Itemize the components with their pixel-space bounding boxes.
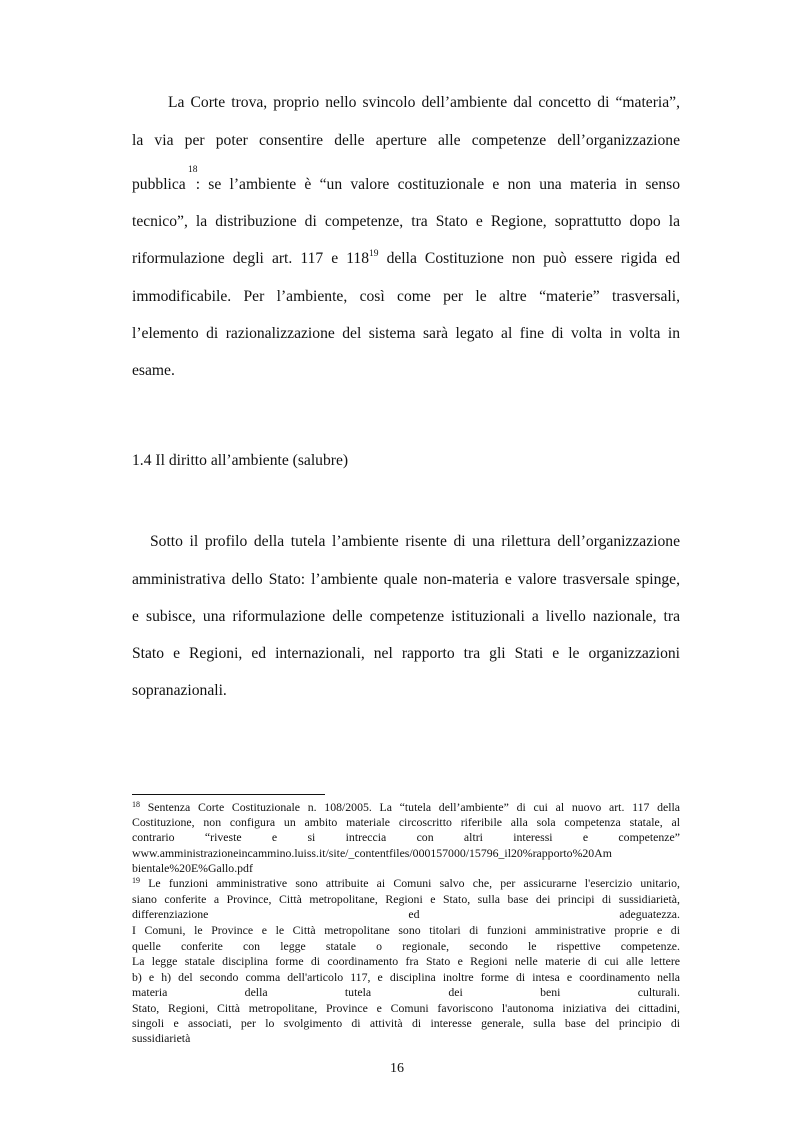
footnote-19-line-3: differenziazione ed adeguatezza.	[132, 907, 680, 921]
paragraph-1-line-7: l’elemento di razionalizzazione del sistema sarà legato al fine di volta in volta in	[132, 325, 680, 342]
paragraph-2-line-2: amministrativa dello Stato: l’ambiente quale non-materia e valore trasversale spinge,	[132, 571, 680, 588]
footnote-18-line-2: Costituzione, non configura un ambito materiale circoscritto riferibile alla sola competenza statale, al	[132, 815, 680, 829]
footnote-19-line-11: sussidiarietà	[132, 1031, 191, 1045]
paragraph-2-line-1: Sotto il profilo della tutela l’ambiente risente di una rilettura dell’organizzazione	[150, 533, 680, 550]
paragraph-1-line-3-end: : se l’ambiente è “un valore costituzionale e non una materia in senso	[195, 176, 680, 193]
paragraph-2-line-4: Stato e Regioni, ed internazionali, nel rapporto tra gli Stati e le organizzazioni	[132, 645, 680, 662]
paragraph-1-line-4: tecnico”, la distribuzione di competenze, tra Stato e Regione, soprattutto dopo la	[132, 213, 680, 230]
paragraph-1-line-3-start: pubblica	[132, 176, 186, 193]
paragraph-1-line-3	[132, 175, 680, 195]
footnote-18-text-1: Sentenza Corte Costituzionale n. 108/2005. La “tutela dell’ambiente” di cui al nuovo art. 117 della	[140, 800, 680, 814]
footnote-19-line-4: I Comuni, le Province e le Città metropolitane sono titolari di funzioni amministrative proprie e di	[132, 923, 680, 937]
footnote-19-line-2: siano conferite a Province, Città metropolitane, Regioni e Stato, sulla base dei principi di sussidiarietà,	[132, 892, 680, 906]
page-number: 16	[390, 1061, 404, 1076]
footnote-separator	[132, 794, 325, 795]
footnote-19-text-1: Le funzioni amministrative sono attribuite ai Comuni salvo che, per assicurarne l'esercizio unitario,	[140, 876, 680, 890]
footnote-18-number: 18	[132, 800, 140, 809]
paragraph-1-line-5	[132, 249, 680, 269]
footnote-19-line-7: b) e h) del secondo comma dell'articolo 117, e disciplina inoltre forme di intesa e coordinamento nella	[132, 970, 680, 984]
footnote-18-url-line-2: bientale%20E%Gallo.pdf	[132, 861, 253, 875]
footnote-ref-18: 18	[188, 165, 198, 175]
section-heading: 1.4 Il diritto all’ambiente (salubre)	[132, 452, 349, 469]
footnote-19-line-1	[132, 876, 680, 890]
footnote-18-line-3: contrario “riveste e si intreccia con altri interessi e competenze”	[132, 830, 680, 844]
paragraph-2-line-3: e subisce, una riformulazione delle competenze istituzionali a livello nazionale, tra	[132, 608, 680, 625]
paragraph-1-line-6: immodificabile. Per l’ambiente, così come per le altre “materie” trasversali,	[132, 288, 680, 305]
paragraph-1-line-2: la via per poter consentire delle aperture alle competenze dell’organizzazione	[132, 132, 680, 149]
footnote-ref-19: 19	[369, 249, 379, 259]
footnote-19-line-5: quelle conferite con legge statale o regionale, secondo le rispettive competenze.	[132, 939, 680, 953]
footnote-19-line-9: Stato, Regioni, Città metropolitane, Province e Comuni favoriscono l'autonoma iniziativa dei cittadini,	[132, 1001, 680, 1015]
paragraph-1-line-8: esame.	[132, 362, 175, 379]
footnote-19-line-8: materia della tutela dei beni culturali.	[132, 985, 680, 999]
paragraph-1-line-5-end: della Costituzione non può essere rigida ed	[378, 250, 681, 267]
footnote-18-url-line-1: www.amministrazioneincammino.luiss.it/site/_contentfiles/000157000/15796_il20%rapporto%20Am	[132, 846, 612, 860]
footnote-19-number: 19	[132, 876, 140, 885]
footnote-19-line-6: La legge statale disciplina forme di coordinamento fra Stato e Regioni nelle materie di cui alle lettere	[132, 954, 680, 968]
paragraph-1-line-5-start: riformulazione degli art. 117 e 118	[132, 250, 370, 267]
paragraph-1-line-1: La Corte trova, proprio nello svincolo dell’ambiente dal concetto di “materia”,	[168, 94, 680, 111]
footnote-19-line-10: singoli e associati, per lo svolgimento di attività di interesse generale, sulla base del principio di	[132, 1016, 680, 1030]
footnote-18-line-1	[132, 800, 680, 814]
paragraph-2-line-5: sopranazionali.	[132, 682, 227, 699]
